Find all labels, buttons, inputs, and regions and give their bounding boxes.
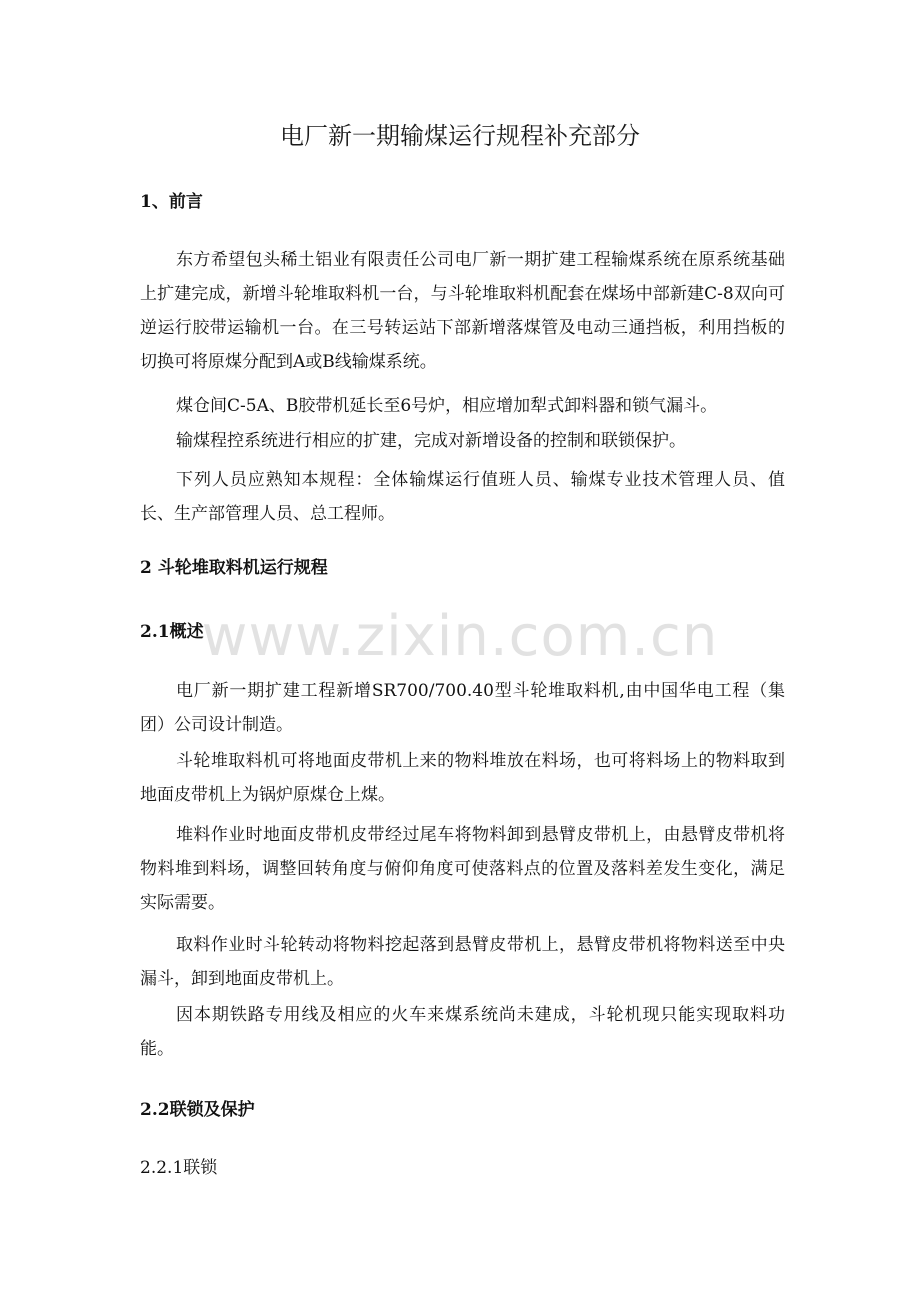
section-1-paragraph-2: 煤仓间C-5A、B胶带机延长至6号炉，相应增加犁式卸料器和锁气漏斗。 — [176, 396, 718, 416]
section-1-heading: 1、前言 — [140, 192, 203, 212]
section-2-1-paragraph-5: 因本期铁路专用线及相应的火车来煤系统尚未建成，斗轮机现只能实现取料功能。 — [140, 1005, 785, 1059]
section-2-1-paragraph-4: 取料作业时斗轮转动将物料挖起落到悬臂皮带机上，悬臂皮带机将物料送至中央漏斗，卸到地面皮带机上。 — [140, 935, 785, 989]
document-title: 电厂新一期输煤运行规程补充部分 — [280, 122, 640, 150]
section-1-paragraph-1: 东方希望包头稀土铝业有限责任公司电厂新一期扩建工程输煤系统在原系统基础上扩建完成，新增斗轮堆取料机一台，与斗轮堆取料机配套在煤场中部新建C-8双向可逆运行胶带运输机一台。在三号转运站下部新增落煤管及电动三通挡板，利用挡板的切换可将原煤分配到A或B线输煤系统。 — [140, 250, 785, 372]
section-2-heading: 2 斗轮堆取料机运行规程 — [140, 558, 328, 578]
section-2-1-paragraph-3: 堆料作业时地面皮带机皮带经过尾车将物料卸到悬臂皮带机上，由悬臂皮带机将物料堆到料场，调整回转角度与俯仰角度可使落料点的位置及落料差发生变化，满足实际需要。 — [140, 825, 785, 913]
section-2-1-paragraph-1: 电厂新一期扩建工程新增SR700/700.40型斗轮堆取料机,由中国华电工程（集团）公司设计制造。 — [140, 681, 785, 735]
watermark-text: www.zixin.com.cn — [201, 604, 719, 669]
section-2-2-heading: 2.2联锁及保护 — [140, 1100, 255, 1120]
section-1-paragraph-4: 下列人员应熟知本规程：全体输煤运行值班人员、输煤专业技术管理人员、值长、生产部管理人员、总工程师。 — [140, 470, 785, 524]
section-2-1-heading: 2.1概述 — [140, 622, 204, 642]
section-1-paragraph-3: 输煤程控系统进行相应的扩建，完成对新增设备的控制和联锁保护。 — [176, 431, 686, 451]
section-2-1-paragraph-2: 斗轮堆取料机可将地面皮带机上来的物料堆放在料场，也可将料场上的物料取到地面皮带机上为锅炉原煤仓上煤。 — [140, 751, 785, 805]
section-2-2-1-heading: 2.2.1联锁 — [140, 1158, 218, 1178]
